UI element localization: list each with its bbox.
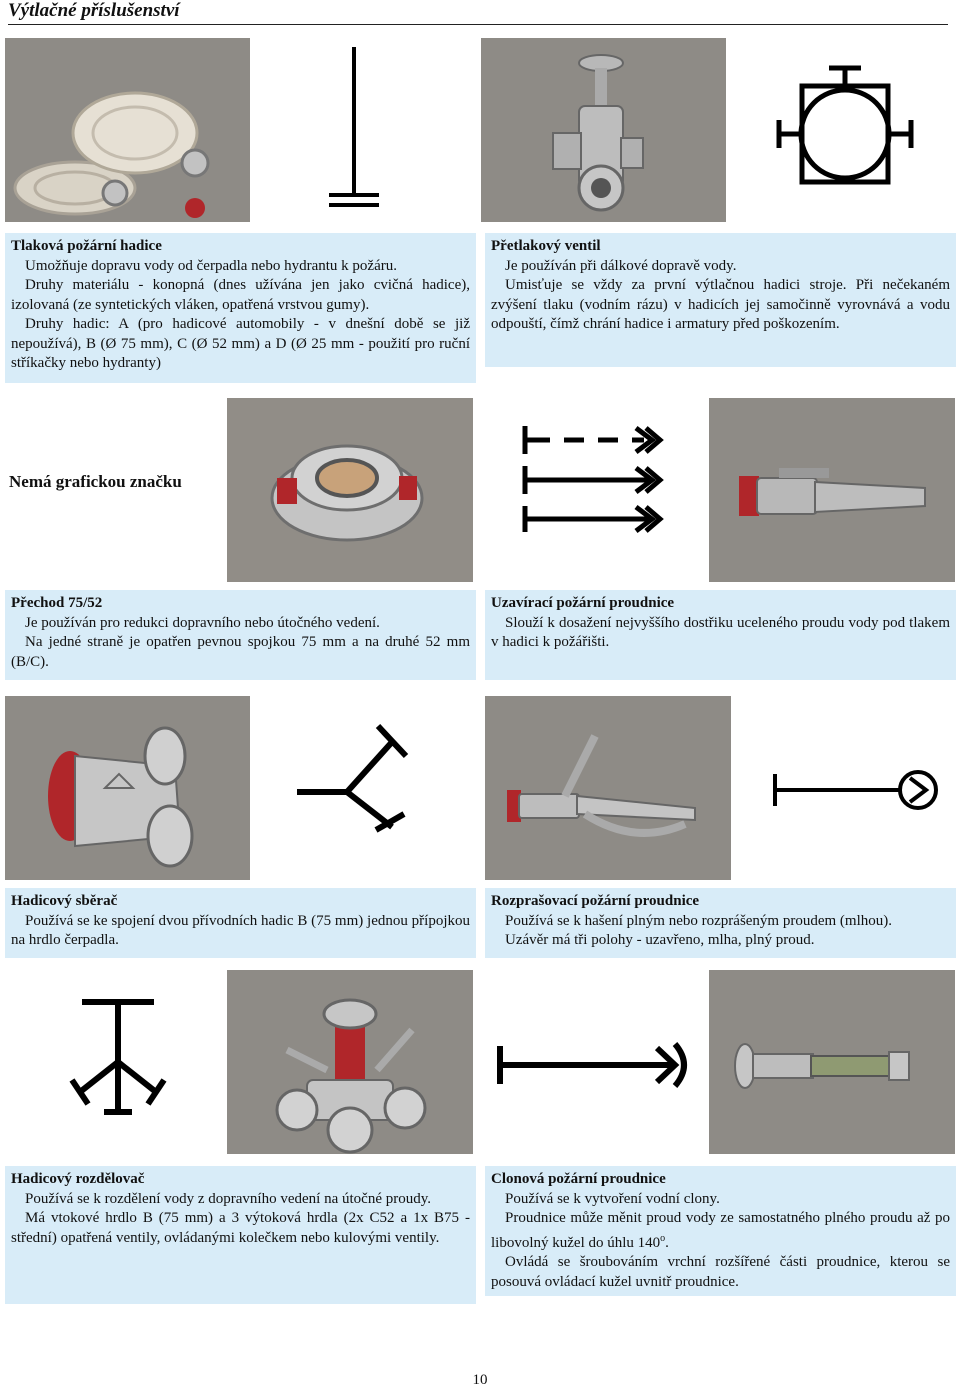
no-symbol-label: Nemá grafickou značku — [9, 472, 182, 491]
section-paragraph: Uzávěr má tři polohy - uzavřeno, mlha, plný proud. — [505, 932, 815, 948]
shutoff-nozzle-photo — [709, 398, 955, 582]
section-paragraph: Je používán pro redukci dopravního nebo útočného vedení. — [25, 614, 380, 631]
spray-nozzle-photo — [485, 696, 731, 880]
fire-hose-symbol — [325, 45, 385, 215]
section-heading: Hadicový rozdělovač — [11, 1171, 145, 1187]
section-paragraph: Slouží k dosažení nejvyššího dostřiku uceleného proudu vody pod tlakem v hadici k požářišti. — [491, 614, 950, 650]
section-paragraph: Je používán při dálkové dopravě vody. — [505, 257, 737, 274]
section-paragraph: Na jedné straně je opatřen pevnou spojkou 75 mm a na druhé 52 mm (B/C). — [11, 634, 470, 670]
section-paragraph: Má vtokové hrdlo B (75 mm) a 3 výtoková hrdla (2x C52 a 1x B75 - střední) opatřená ventily, ovládanými kolečkem nebo kulovými ventily. — [11, 1210, 470, 1246]
section-paragraph: Umisťuje se vždy za první výtlačnou hadici stroje. Při nečekaném zvýšení tlaku (vodním rázu) v hadicích jej samočinně vyrovnává a vodu odpouští, čímž chrání hadice i armatury před poškozením. — [491, 277, 950, 332]
paragraph-text: Proudnice může měnit proud vody ze samostatného plného proudu až po libovolný kužel do úhlu 140 — [491, 1210, 950, 1251]
section-paragraph: Používá se k hašení plným nebo rozprášeným proudem (mlhou). — [505, 912, 892, 929]
spray-nozzle-symbol — [772, 768, 942, 812]
hose-divider-photo — [227, 970, 473, 1154]
page-number: 10 — [472, 1372, 488, 1388]
section-paragraph: Druhy hadic: A (pro hadicové automobily - v dnešní době se již nepoužívá), B (Ø 75 mm), C (Ø 52 mm) a D (Ø 25 mm - použití pro ruční stříkačky nebo hydranty) — [11, 316, 470, 371]
section-pressure-valve — [485, 233, 956, 367]
hose-divider-symbol — [68, 992, 188, 1122]
section-fog-nozzle — [485, 1166, 956, 1296]
section-paragraph: Používá se k vytvoření vodní clony. — [505, 1190, 720, 1207]
section-paragraph: Ovládá se šroubováním vrchní rozšířené části proudnice, kterou se posouvá ovládací kužel uvnitř proudnice. — [491, 1254, 950, 1290]
section-spray-nozzle — [485, 888, 956, 958]
section-heading: Rozprašovací požární proudnice — [491, 893, 700, 909]
section-hose-divider — [5, 1166, 476, 1304]
section-adapter — [5, 590, 476, 680]
section-paragraph — [491, 1209, 950, 1253]
section-paragraph: Používá se ke spojení dvou přívodních hadic B (75 mm) jednou přípojkou na hrdlo čerpadla. — [11, 912, 470, 948]
paragraph-end: . — [665, 1234, 669, 1251]
fog-nozzle-symbol — [497, 1040, 692, 1090]
section-heading: Clonová požární proudnice — [491, 1171, 666, 1187]
section-paragraph: Umožňuje dopravu vody od čerpadla nebo hydrantu k požáru. — [25, 257, 397, 274]
section-heading: Tlaková požární hadice — [11, 238, 162, 254]
section-paragraph: Používá se k rozdělení vody z dopravního vedení na útočné proudy. — [25, 1190, 431, 1207]
section-heading: Uzavírací požární proudnice — [491, 595, 675, 611]
adapter-photo — [227, 398, 473, 582]
fog-nozzle-photo — [709, 970, 955, 1154]
hose-collector-photo — [5, 696, 250, 880]
section-paragraph: Druhy materiálu - konopná (dnes užívána jen jako cvičná hadice), izolovaná (ze syntetických vláken, opatřená vrstvou gumy). — [11, 277, 470, 313]
section-heading: Přetlakový ventil — [491, 238, 601, 254]
section-shutoff-nozzle — [485, 590, 956, 680]
pressure-valve-photo — [481, 38, 726, 222]
pressure-valve-symbol — [775, 64, 915, 186]
hose-collector-symbol — [292, 712, 427, 837]
section-heading: Hadicový sběrač — [11, 893, 118, 909]
degree-mark: o — [660, 1232, 666, 1244]
section-hose-collector — [5, 888, 476, 958]
section-heading: Přechod 75/52 — [11, 595, 103, 611]
section-fire-hose — [5, 233, 476, 383]
page-title: Výtlačné příslušenství — [8, 0, 948, 25]
nozzle-symbol-arrows — [520, 420, 665, 535]
fire-hose-photo — [5, 38, 250, 222]
